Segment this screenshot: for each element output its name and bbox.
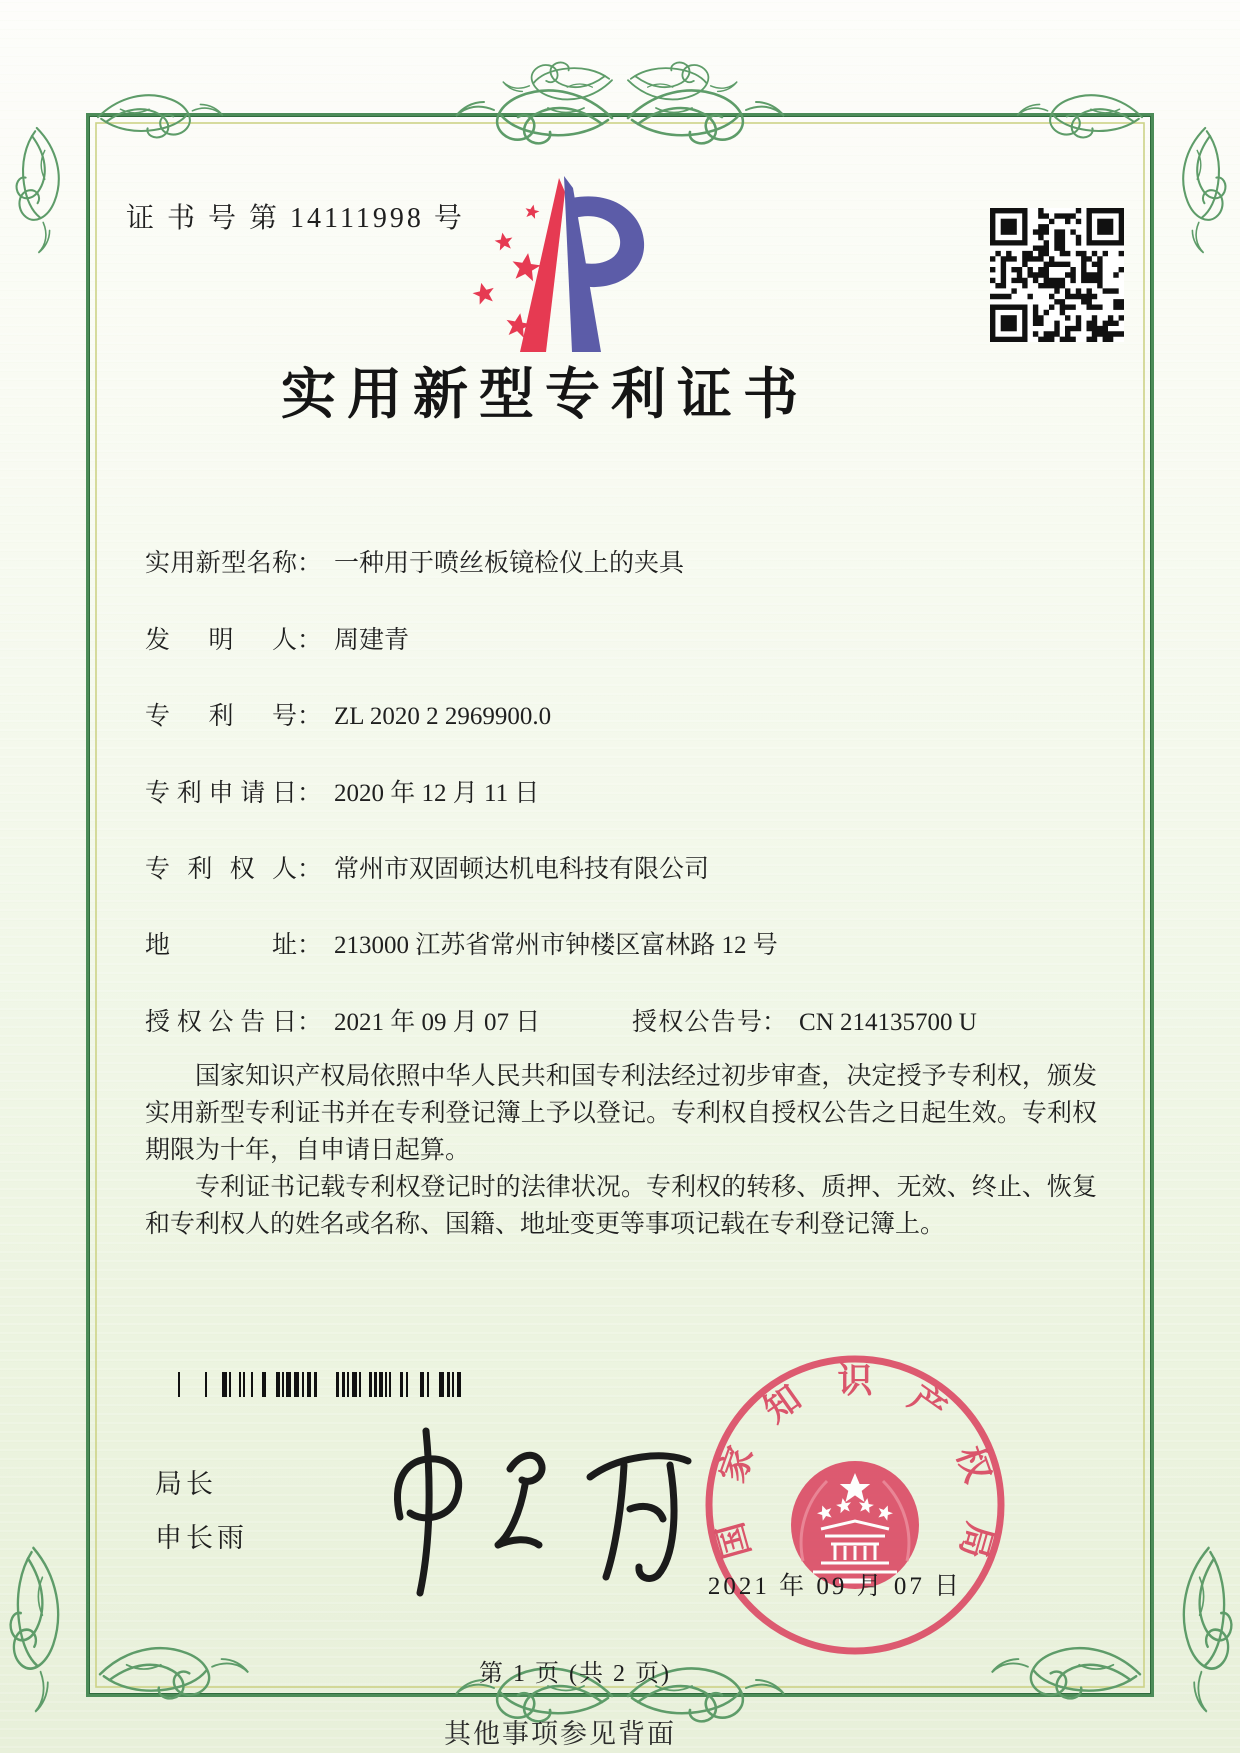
field-value: 213000 江苏省常州市钟楼区富林路 12 号 — [334, 932, 778, 959]
colon: ： — [297, 550, 323, 577]
commissioner-name: 申长雨 — [155, 1523, 248, 1553]
certificate-title: 实用新型专利证书 — [280, 364, 809, 425]
field-label: 发明人 — [145, 627, 297, 654]
barcode-icon — [155, 1372, 473, 1397]
seal-rim-text: 国家知识产权局 — [710, 1361, 1000, 1563]
colon: ： — [297, 627, 323, 654]
field-row-name — [145, 543, 1105, 579]
legal-paragraph-2: 专利证书记载专利权登记时的法律状况。专利权的转移、质押、无效、终止、恢复和专利权人的姓名或名称、国籍、地址变更等事项记载在专利登记簿上。 — [145, 1174, 1097, 1238]
colon: ： — [762, 1009, 788, 1036]
field-label: 实用新型名称 — [145, 550, 297, 577]
field-row-grant-date — [145, 1002, 1105, 1038]
qr-code-icon — [990, 208, 1124, 342]
field-row-patent-no — [145, 696, 1105, 732]
handwritten-signature-icon — [362, 1425, 712, 1600]
field-row-filing-date — [145, 773, 1105, 809]
official-red-seal-icon — [703, 1353, 1007, 1657]
seal-issue-date: 2021 年 09 月 07 日 — [707, 1573, 963, 1600]
legal-body-text — [145, 1058, 1097, 1243]
field-label: 授权公告日 — [145, 1009, 297, 1036]
field-value: CN 214135700 U — [799, 1009, 977, 1036]
legal-paragraph-1: 国家知识产权局依照中华人民共和国专利法经过初步审查，决定授予专利权，颁发实用新型专利证书并在专利登记簿上予以登记。专利权自授权公告之日起生效。专利权期限为十年，自申请日起算。 — [145, 1063, 1097, 1164]
field-value: 一种用于喷丝板镜检仪上的夹具 — [334, 550, 685, 577]
back-side-note: 其他事项参见背面 — [444, 1719, 676, 1749]
colon: ： — [297, 932, 323, 959]
colon: ： — [297, 703, 323, 730]
field-value: 2021 年 09 月 07 日 — [334, 1009, 541, 1036]
field-row-address — [145, 925, 1105, 961]
field-row-patentee — [145, 849, 1105, 885]
field-grant-publication-no — [632, 1002, 977, 1038]
page-indicator: 第 1 页 (共 2 页) — [479, 1661, 671, 1687]
colon: ： — [297, 856, 323, 883]
field-value: 2020 年 12 月 11 日 — [334, 780, 540, 807]
field-label: 专利申请日 — [145, 780, 297, 807]
commissioner-title: 局长 — [155, 1469, 217, 1499]
field-row-inventor — [145, 620, 1105, 656]
field-value: 周建青 — [334, 627, 410, 654]
field-label: 专利权人 — [145, 856, 297, 883]
colon: ： — [297, 1009, 323, 1036]
colon: ： — [297, 780, 323, 807]
field-label: 授权公告号 — [632, 1009, 762, 1036]
field-value: ZL 2020 2 2969900.0 — [334, 703, 552, 730]
cnipa-patent-logo-icon — [460, 176, 660, 354]
field-label: 地址 — [145, 932, 297, 959]
certificate-number: 证 书 号 第 14111998 号 — [126, 203, 465, 234]
field-label: 专利号 — [145, 703, 297, 730]
field-value: 常州市双固顿达机电科技有限公司 — [334, 856, 710, 883]
